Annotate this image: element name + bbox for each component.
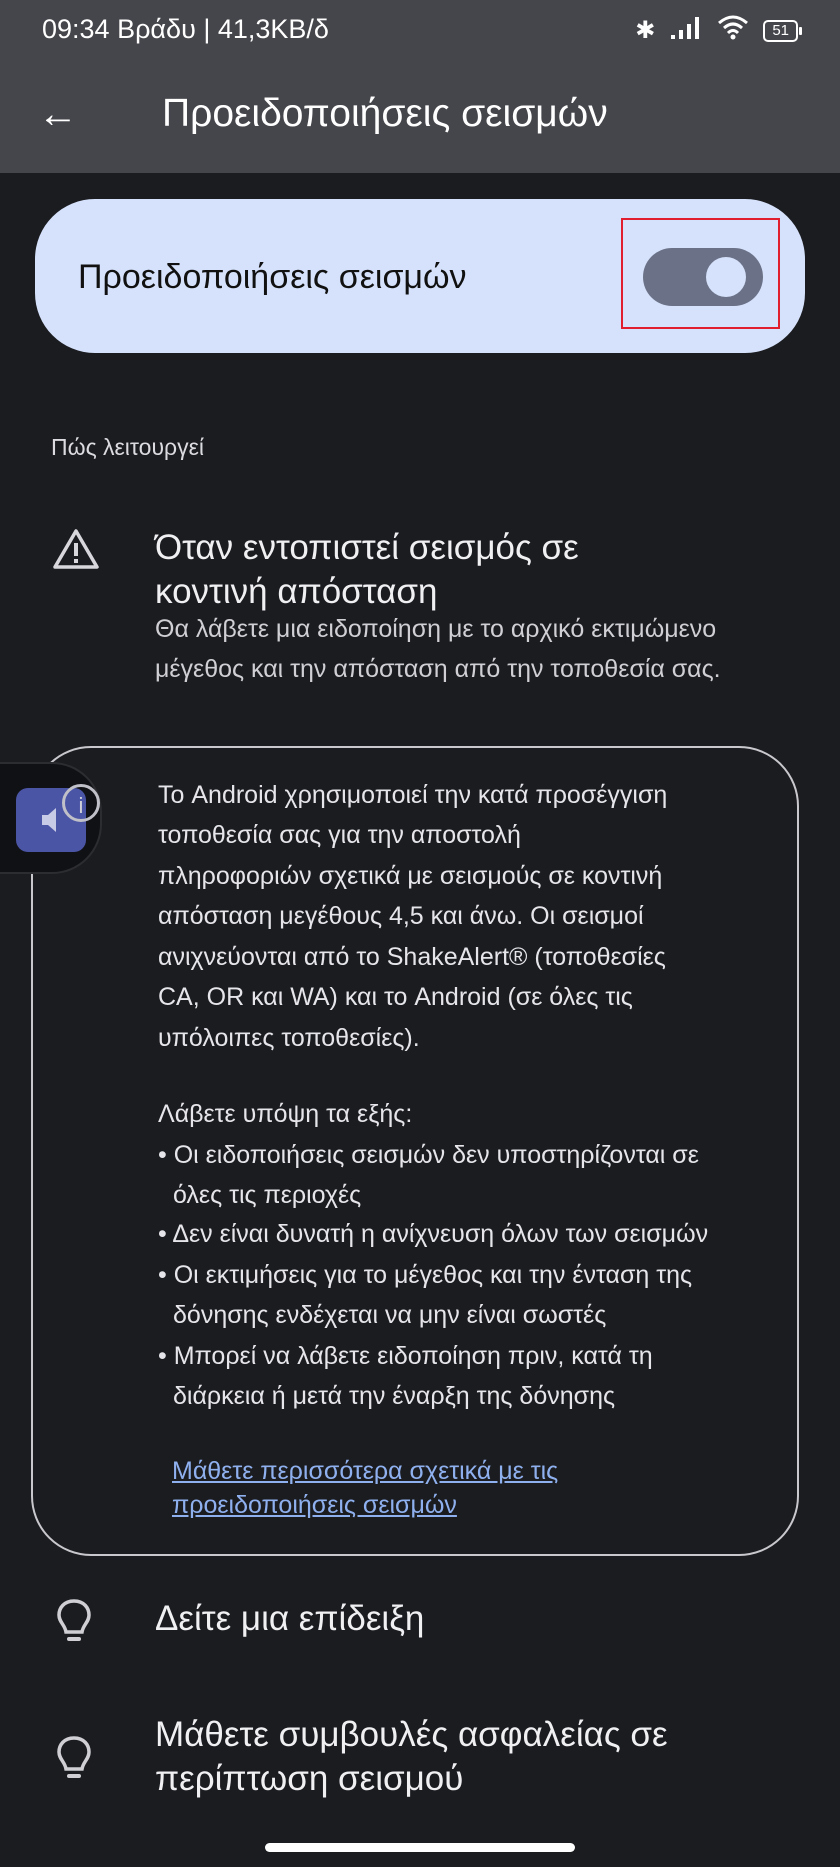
info-icon[interactable]: i — [62, 784, 100, 822]
learn-more-link[interactable]: Μάθετε περισσότερα σχετικά με τις — [172, 1457, 559, 1485]
safety-tips-item[interactable]: περίπτωση σεισμού — [155, 1759, 464, 1798]
home-indicator[interactable] — [265, 1843, 575, 1852]
back-button[interactable]: ← — [38, 92, 78, 136]
detection-heading: Όταν εντοπιστεί σεισμός σε — [155, 528, 579, 567]
note-heading: Λάβετε υπόψη τα εξής: — [158, 1100, 413, 1128]
bullet-item: δόνησης ενδέχεται να μην είναι σωστές — [173, 1301, 607, 1329]
bluetooth-icon: ✱ — [635, 17, 656, 44]
info-text: CA, OR και WA) και το Android (σε όλες τις — [158, 983, 633, 1011]
detection-description: Θα λάβετε μια ειδοποίηση με το αρχικό εκτιμώμενο — [155, 615, 717, 643]
signal-icon — [669, 15, 703, 46]
status-icons — [635, 14, 798, 47]
bullet-item: • Μπορεί να λάβετε ειδοποίηση πριν, κατά τη — [158, 1342, 653, 1370]
section-label: Πώς λειτουργεί — [51, 434, 204, 460]
detection-heading: κοντινή απόσταση — [155, 572, 438, 611]
info-text: τοποθεσία σας για την αποστολή — [158, 821, 521, 849]
bullet-item: • Δεν είναι δυνατή η ανίχνευση όλων των σεισμών — [158, 1220, 709, 1248]
lightbulb-icon — [56, 1735, 92, 1788]
status-time: 09:34 Βράδυ | 41,3KB/δ — [42, 14, 329, 44]
safety-tips-item[interactable]: Μάθετε συμβουλές ασφαλείας σε — [155, 1715, 668, 1754]
info-text: πληροφοριών σχετικά με σεισμούς σε κοντινή — [158, 862, 663, 890]
bullet-item: όλες τις περιοχές — [173, 1181, 362, 1209]
lightbulb-icon — [56, 1598, 92, 1651]
info-text: απόσταση μεγέθους 4,5 και άνω. Οι σεισμοί — [158, 902, 644, 930]
bullet-item: • Οι εκτιμήσεις για το μέγεθος και την ένταση της — [158, 1261, 693, 1289]
info-text: υπόλοιπες τοποθεσίες). — [158, 1024, 420, 1052]
warning-icon — [52, 528, 100, 575]
info-text: ανιχνεύονται από το ShakeAlert® (τοποθεσίες — [158, 943, 666, 971]
main-toggle-label: Προειδοποιήσεις σεισμών — [78, 258, 467, 296]
bullet-item: • Οι ειδοποιήσεις σεισμών δεν υποστηρίζονται σε — [158, 1141, 699, 1169]
info-text: Το Android χρησιμοποιεί την κατά προσέγγιση — [158, 781, 668, 809]
learn-more-link[interactable]: προειδοποιήσεις σεισμών — [172, 1491, 457, 1519]
battery-icon: 51 — [763, 20, 798, 42]
bullet-item: διάρκεια ή μετά την έναρξη της δόνησης — [173, 1382, 616, 1410]
demo-item[interactable]: Δείτε μια επίδειξη — [155, 1599, 425, 1638]
toggle-knob[interactable] — [706, 257, 746, 297]
page-title: Προειδοποιήσεις σεισμών — [162, 92, 608, 135]
detection-description: μέγεθος και την απόσταση από την τοποθεσία σας. — [155, 655, 721, 683]
wifi-icon — [717, 14, 749, 47]
